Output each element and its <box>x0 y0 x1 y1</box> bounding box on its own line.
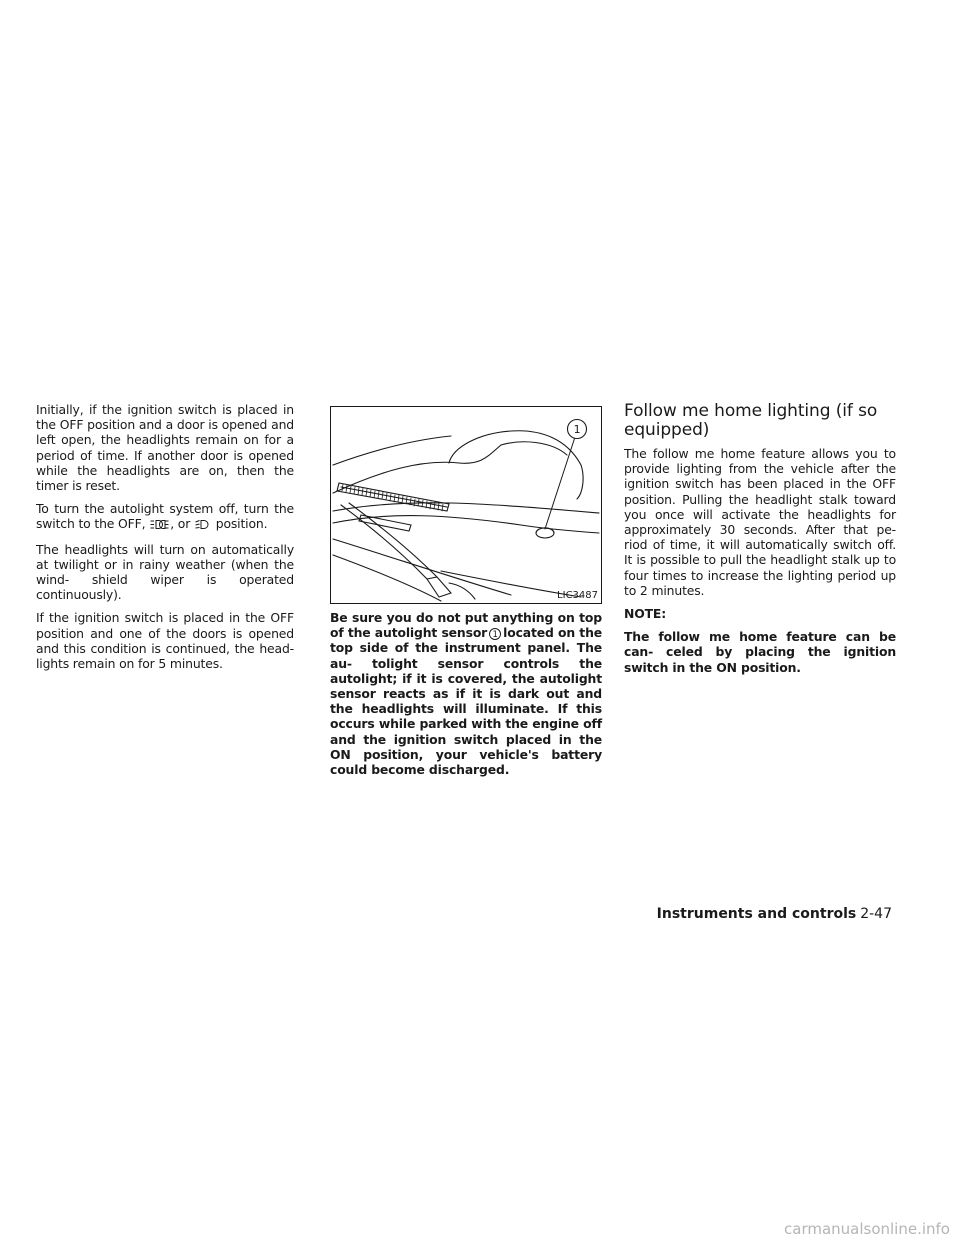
warning-text-start: Be sure you do not put anything on top of the autolight sensor <box>330 610 602 641</box>
callout-number: 1 <box>573 423 581 436</box>
note-text: The follow me home feature can be can- celed by placing the ignition switch in the ON position. <box>624 629 896 675</box>
chapter-title: Instruments and controls <box>656 906 857 922</box>
paragraph-autolight-off <box>36 501 294 533</box>
page-number: 2-47 <box>860 906 892 922</box>
left-column <box>36 402 294 679</box>
watermark: carmanualsonline.info <box>784 1220 950 1238</box>
callout-marker: 1 <box>489 628 501 640</box>
middle-column <box>330 402 602 785</box>
paragraph-five-minutes: If the ignition switch is placed in the OFF position and one of the doors is opened and this condition is continued, the head- lights remain on for 5 minutes. <box>36 610 294 672</box>
autolight-sensor-figure <box>330 406 602 604</box>
warning-text <box>330 610 602 777</box>
follow-me-home-body: The follow me home feature allows you to provide lighting from the vehicle after the ignition switch has been placed in the OFF position. Pulling the headlight stalk toward you once will activate the headlights for approximately 30 seconds. After that pe- riod of time, it will automatically switch off. It is possible to pull the headlight stalk up to four times to increase the lighting period up to 2 minutes. <box>624 446 896 598</box>
headlight-icon <box>150 518 169 533</box>
right-column <box>624 402 896 683</box>
parking-light-icon <box>195 518 211 533</box>
warning-text-end: located on the top side of the instrument panel. The au- tolight sensor controls the autolight; if it is covered, the autolight sensor reacts as if it is dark out and the headlights will illuminate. If this occurs while parked with the engine off and the ignition switch placed in the ON position, your vehicle's battery could become discharged. <box>330 625 602 778</box>
paragraph-auto-on: The headlights will turn on automatically at twilight or in rainy weather (when the wind- shield wiper is operated continuously). <box>36 541 294 603</box>
dashboard-illustration <box>331 407 601 603</box>
figure-id: LIC3487 <box>557 590 598 601</box>
paragraph-door-timer: Initially, if the ignition switch is placed in the OFF position and a door is opened and left open, the headlights remain on for a period of time. If another door is opened while the headlights are on, then the timer is reset. <box>36 402 294 494</box>
section-heading: Follow me home lighting (if so equipped) <box>624 401 878 440</box>
page-footer <box>657 906 892 922</box>
note-label: NOTE: <box>624 606 667 622</box>
autolight-off-text-start: To turn the autolight system off, turn the switch to the OFF, <box>36 501 294 532</box>
autolight-off-text-mid: , or <box>170 516 191 532</box>
autolight-off-text-end: position. <box>215 516 268 532</box>
